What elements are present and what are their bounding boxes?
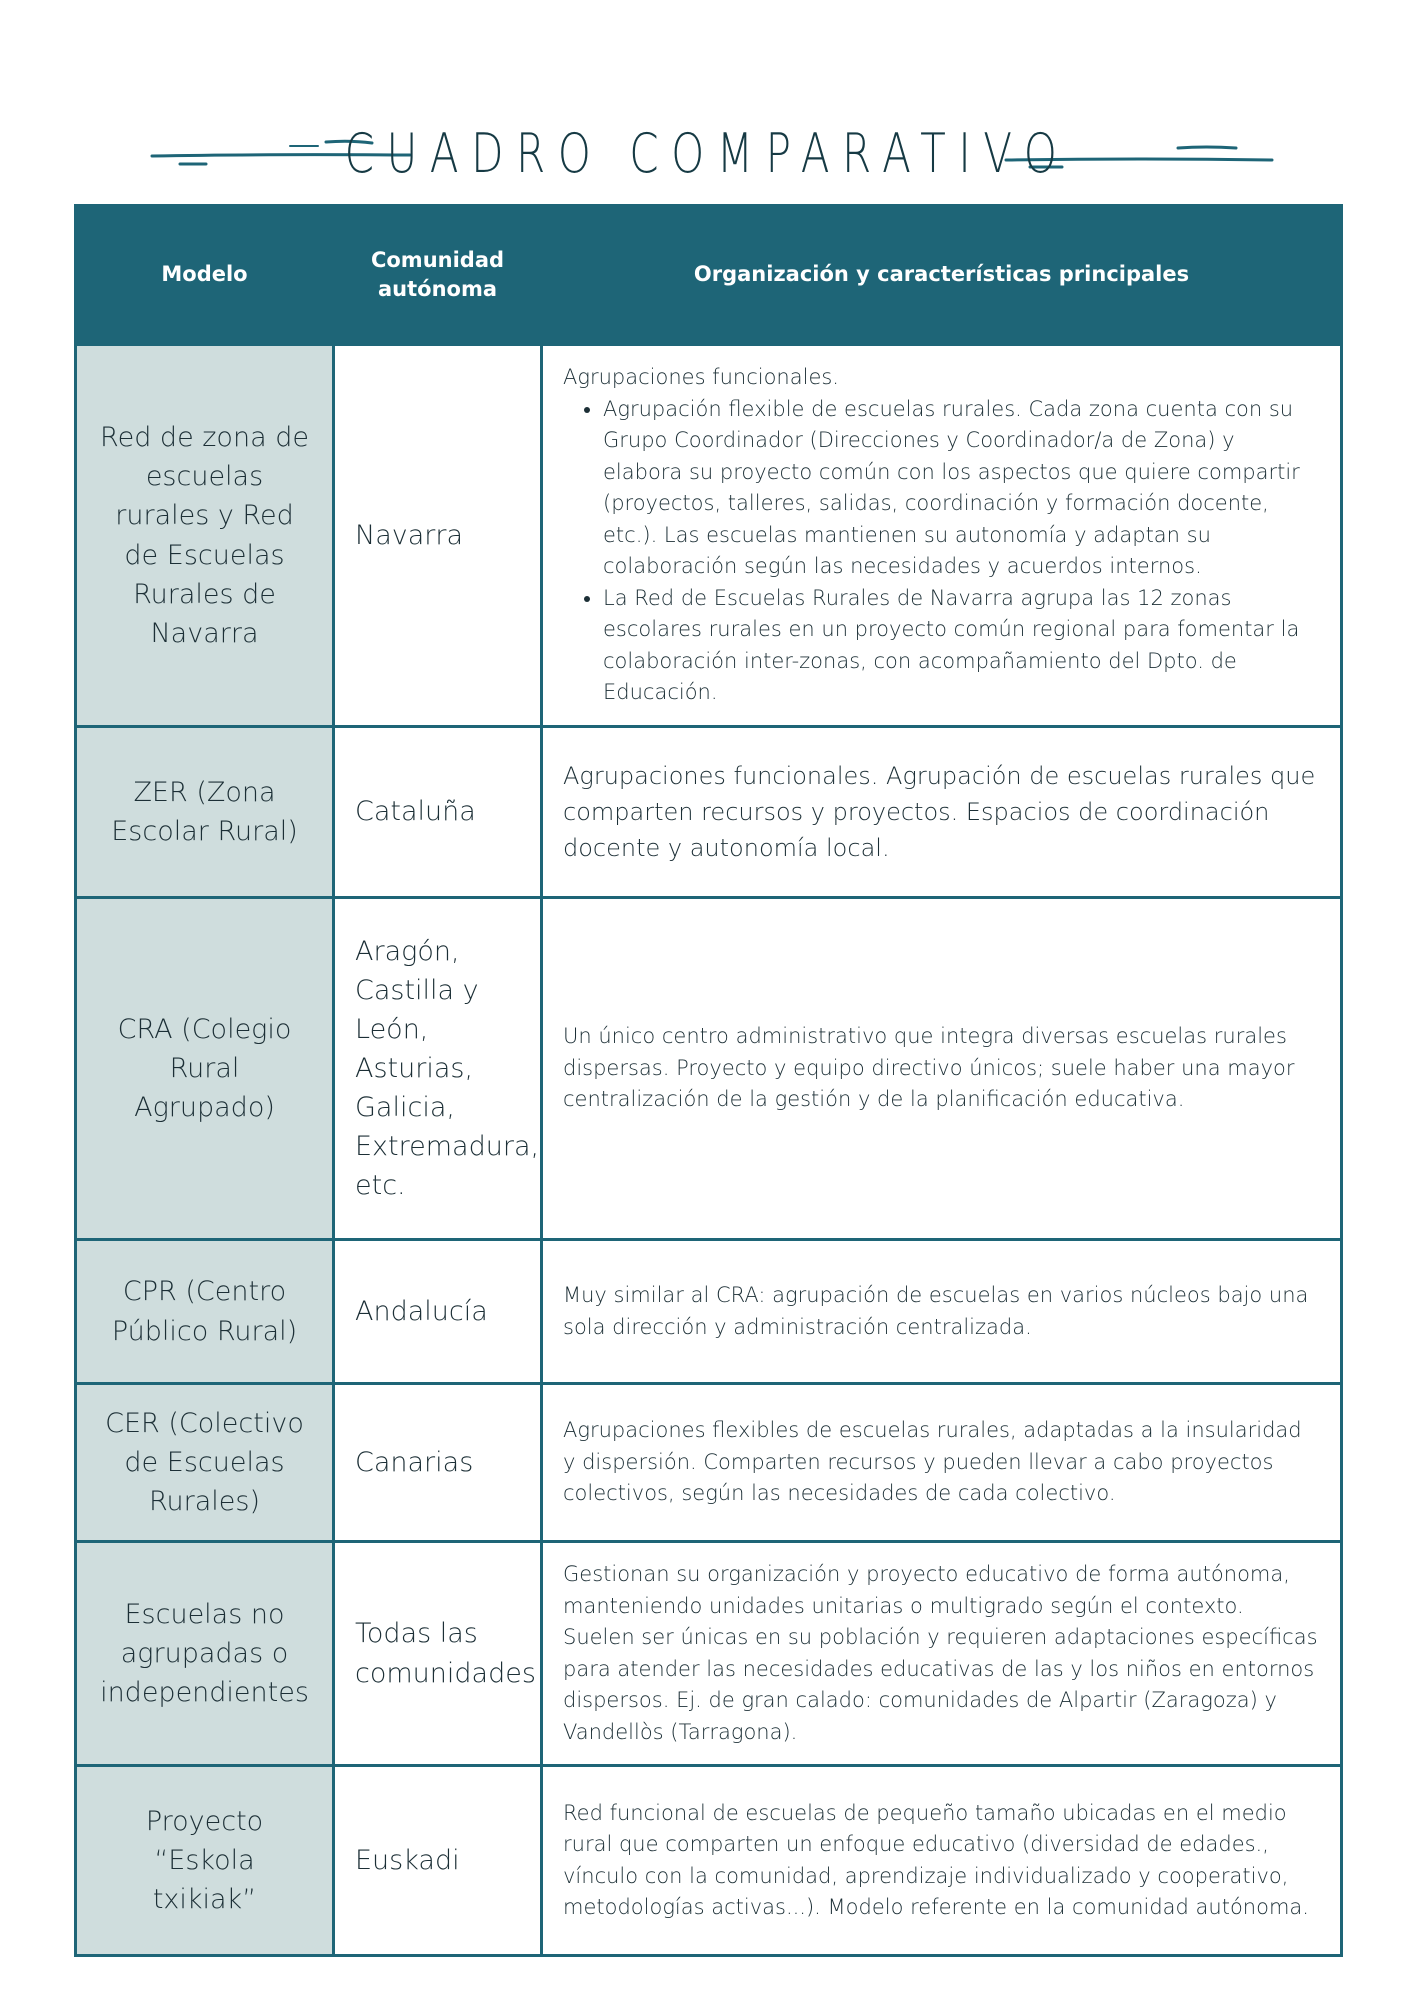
organization-intro: Agrupaciones funcionales.: [563, 365, 839, 390]
comparison-table: [74, 204, 1343, 1957]
model-cell: Escuelas no agrupadas o independientes: [76, 1542, 334, 1766]
header-model: Modelo: [76, 206, 334, 345]
page-title: CUADRO COMPARATIVO: [344, 122, 1070, 185]
community-cell: Aragón, Castilla y León, Asturias, Galicia, Extremadura, etc.: [334, 898, 542, 1240]
organization-cell: [542, 345, 1342, 727]
organization-cell: Muy similar al CRA: agrupación de escuelas en varios núcleos bajo una sola dirección y administración centralizada.: [542, 1240, 1342, 1384]
model-cell: CER (Colectivo de Escuelas Rurales): [76, 1384, 334, 1542]
community-cell: Navarra: [334, 345, 542, 727]
model-cell: CRA (Colegio Rural Agrupado): [76, 898, 334, 1240]
model-cell: ZER (Zona Escolar Rural): [76, 727, 334, 898]
community-cell: Andalucía: [334, 1240, 542, 1384]
table-header-row: [76, 206, 1342, 345]
model-cell: Proyecto “Eskola txikiak”: [76, 1766, 334, 1956]
table-row: [76, 1766, 1342, 1956]
community-cell: Cataluña: [334, 727, 542, 898]
list-item: • Agrupación flexible de escuelas rurales. Cada zona cuenta con su Grupo Coordinador (Direcciones y Coordinador/a de Zona) y elabora su proyecto común con los aspectos que quiere compartir (proyectos, talleres, salidas, coordinación y formación docente, etc.). Las escuelas mantienen su autonomía y adaptan su colaboración según las necesidades y acuerdos internos.: [603, 394, 1320, 583]
title-banner: [0, 118, 1414, 198]
organization-cell: Agrupaciones funcionales. Agrupación de escuelas rurales que comparten recursos y proyectos. Espacios de coordinación docente y autonomía local.: [542, 727, 1342, 898]
list-item: • La Red de Escuelas Rurales de Navarra agrupa las 12 zonas escolares rurales en un proyecto común regional para fomentar la colaboración inter-zonas, con acompañamiento del Dpto. de Educación.: [603, 583, 1320, 709]
table-row: [76, 1542, 1342, 1766]
organization-cell: Red funcional de escuelas de pequeño tamaño ubicadas en el medio rural que comparten un enfoque educativo (diversidad de edades., vínculo con la comunidad, aprendizaje individualizado y cooperativo, metodologías activas...). Modelo referente en la comunidad autónoma.: [542, 1766, 1342, 1956]
organization-bullet-list: [563, 394, 1320, 709]
table-row: [76, 727, 1342, 898]
header-organization: Organización y características principales: [542, 206, 1342, 345]
community-cell: Todas las comunidades: [334, 1542, 542, 1766]
model-cell: CPR (Centro Público Rural): [76, 1240, 334, 1384]
table-row: [76, 1384, 1342, 1542]
table-row: [76, 898, 1342, 1240]
organization-cell: Agrupaciones flexibles de escuelas rurales, adaptadas a la insularidad y dispersión. Comparten recursos y pueden llevar a cabo proyectos colectivos, según las necesidades de cada colectivo.: [542, 1384, 1342, 1542]
table-row: [76, 345, 1342, 727]
organization-cell: Gestionan su organización y proyecto educativo de forma autónoma, manteniendo unidades unitarias o multigrado según el contexto. Suelen ser únicas en su población y requieren adaptaciones específicas para atender las necesidades educativas de las y los niños en entornos dispersos. Ej. de gran calado: comunidades de Alpartir (Zaragoza) y Vandellòs (Tarragona).: [542, 1542, 1342, 1766]
model-cell: Red de zona de escuelas rurales y Red de Escuelas Rurales de Navarra: [76, 345, 334, 727]
community-cell: Canarias: [334, 1384, 542, 1542]
header-community: Comunidad autónoma: [334, 206, 542, 345]
organization-cell: Un único centro administrativo que integra diversas escuelas rurales dispersas. Proyecto y equipo directivo únicos; suele haber una mayor centralización de la gestión y de la planificación educativa.: [542, 898, 1342, 1240]
community-cell: Euskadi: [334, 1766, 542, 1956]
table-row: [76, 1240, 1342, 1384]
